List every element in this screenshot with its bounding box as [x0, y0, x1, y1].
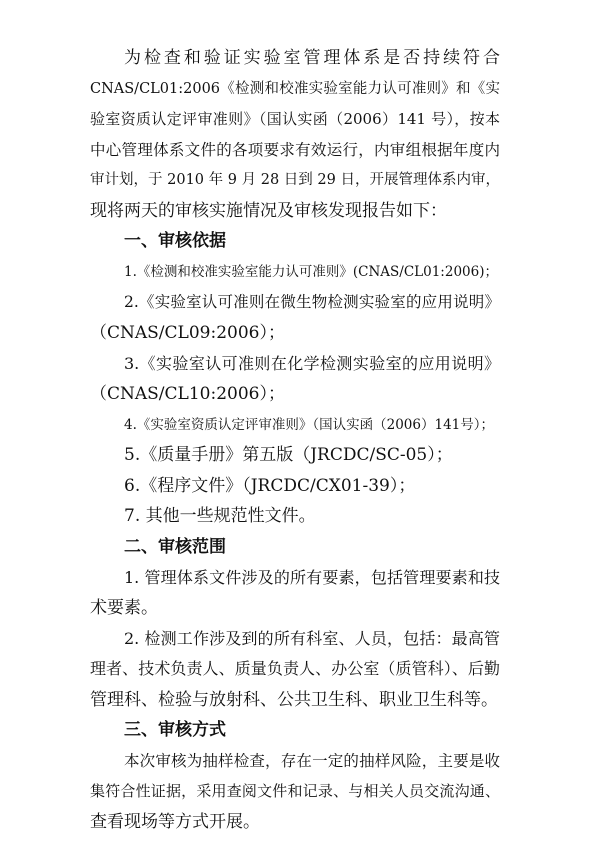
- intro-line-1: 为检查和验证实验室管理体系是否持续符合: [124, 48, 500, 68]
- section1-item-6: 6.《程序文件》（JRCDC/CX01-39）；: [124, 476, 416, 496]
- section1-item-5: 5.《质量手册》第五版（JRCDC/SC-05）；: [124, 445, 453, 465]
- section2-item-2: 2. 检测工作涉及到的所有科室、人员，包括：最高管: [124, 629, 500, 648]
- section1-item-1: 1.《检测和校准实验室能力认可准则》(CNAS/CL01:2006)；: [124, 264, 498, 280]
- section1-item-3-cont: （CNAS/CL10:2006）；: [90, 384, 285, 404]
- section3-line-1: 本次审核为抽样检查，存在一定的抽样风险，主要是收: [124, 752, 500, 770]
- section3-line-2: 集符合性证据，采用查阅文件和记录、与相关人员交流沟通、: [90, 782, 500, 800]
- intro-line-2: CNAS/CL01:2006《检测和校准实验室能力认可准则》和《实: [90, 81, 500, 97]
- section1-item-2-cont: （CNAS/CL09:2006）；: [90, 323, 285, 343]
- section3-heading: 三、审核方式: [124, 720, 226, 740]
- section1-item-2: 2.《实验室认可准则在微生物检测实验室的应用说明》: [124, 293, 500, 311]
- section1-heading: 一、审核依据: [124, 231, 226, 251]
- section1-item-4: 4.《实验室资质认定评审准则》（国认实函（2006）141号）；: [124, 417, 495, 433]
- section2-item-2-cont-1: 理者、技术负责人、质量负责人、办公室（质管科）、后勤: [90, 659, 500, 678]
- intro-line-6: 现将两天的审核实施情况及审核发现报告如下：: [90, 201, 447, 221]
- intro-line-3: 验室资质认定评审准则》（国认实函（2006）141 号），按本: [90, 110, 500, 128]
- intro-line-4: 中心管理体系文件的各项要求有效运行，内审组根据年度内: [90, 141, 500, 159]
- intro-line-5: 审计划，于 2010 年 9 月 28 日到 29 日，开展管理体系内审，: [90, 172, 500, 188]
- section2-item-1: 1. 管理体系文件涉及的所有要素，包括管理要素和技: [124, 568, 500, 587]
- section2-heading: 二、审核范围: [124, 537, 226, 557]
- section1-item-7: 7. 其他一些规范性文件。: [124, 506, 316, 526]
- section2-item-1-cont: 术要素。: [90, 598, 158, 618]
- section3-line-3: 查看现场等方式开展。: [90, 812, 260, 832]
- section1-item-3: 3.《实验室认可准则在化学检测实验室的应用说明》: [124, 354, 500, 373]
- section2-item-2-cont-2: 管理科、检验与放射科、公共卫生科、职业卫生科等。: [90, 690, 498, 710]
